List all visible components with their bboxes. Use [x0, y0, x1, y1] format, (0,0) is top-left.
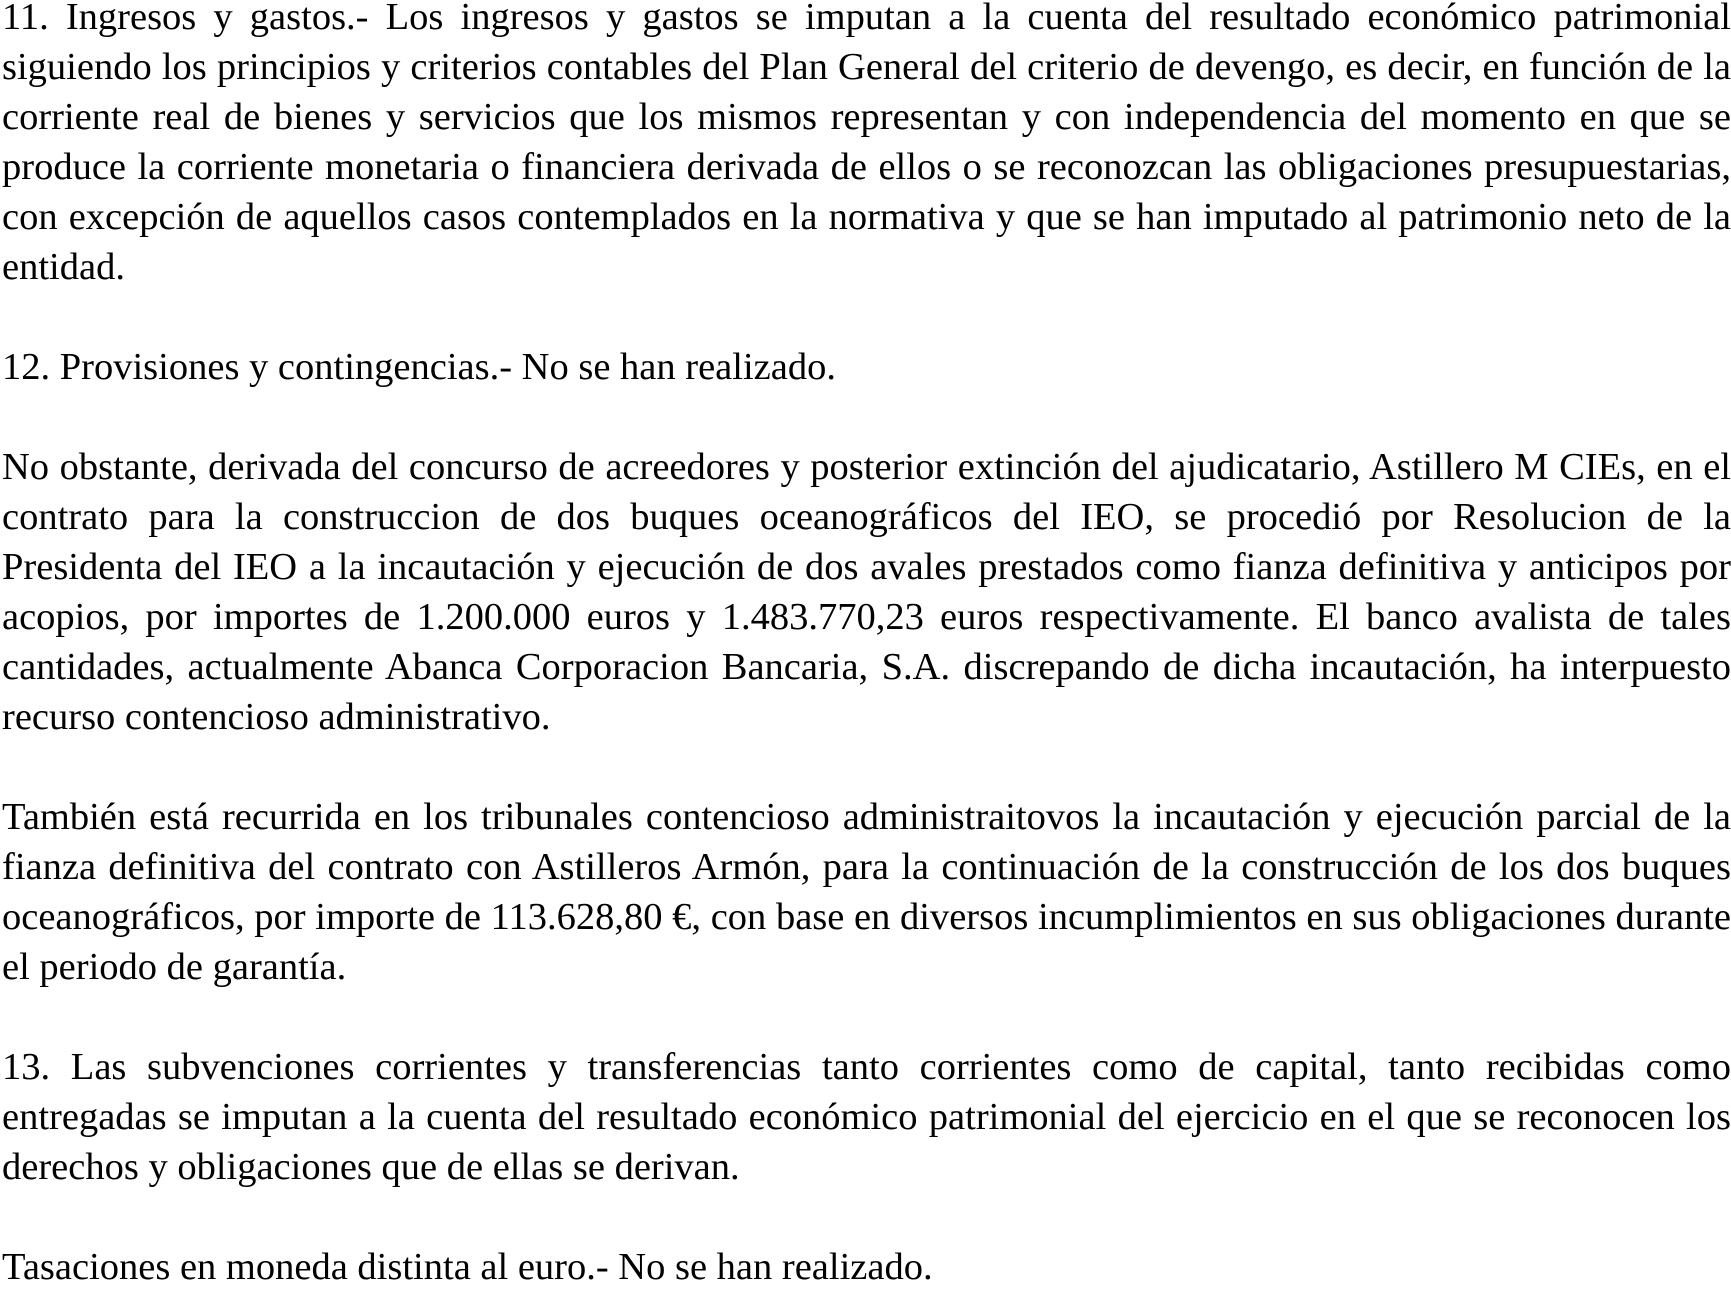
paragraph-avales-astillero: No obstante, derivada del concurso de acreedores y posterior extinción del ajudicatario, Astillero M CIEs, en el contrato para la construccion de dos buques oceanográficos del IEO, se procedió por Resolucion de la Presidenta del IEO a la incautación y ejecución de dos avales prestados como fianza definitiva y anticipos por acopios, por importes de 1.200.000 euros y 1.483.770,23 euros respectivamente. El banco avalista de tales cantidades, actualmente Abanca Corporacion Bancaria, S.A. discrepando de dicha incautación, ha interpuesto recurso contencioso administrativo. — [2, 446, 1731, 738]
paragraph-subvenciones: 13. Las subvenciones corrientes y transferencias tanto corrientes como de capital, tanto recibidas como entregadas se imputan a la cuenta del resultado económico patrimonial del ejercicio en el que se reconocen los derechos y obligaciones que de ellas se derivan. — [2, 1046, 1731, 1188]
paragraph-fianza-armon: También está recurrida en los tribunales contencioso administraitovos la incautación y ejecución parcial de la fianza definitiva del contrato con Astilleros Armón, para la continuación de la construcción de los dos buques oceanográficos, por importe de 113.628,80 €, con base en diversos incumplimientos en sus obligaciones durante el periodo de garantía. — [2, 796, 1731, 988]
paragraph-ingresos-y-gastos: 11. Ingresos y gastos.- Los ingresos y gastos se imputan a la cuenta del resultado económico patrimonial siguiendo los principios y criterios contables del Plan General del criterio de devengo, es decir, en función de la corriente real de bienes y servicios que los mismos representan y con independencia del momento en que se produce la corriente monetaria o financiera derivada de ellos o se reconozcan las obligaciones presupuestarias, con excepción de aquellos casos contemplados en la normativa y que se han imputado al patrimonio neto de la entidad. — [2, 0, 1731, 288]
paragraph-provisiones-y-contingencias: 12. Provisiones y contingencias.- No se han realizado. — [2, 346, 836, 388]
paragraph-tasaciones-moneda: Tasaciones en moneda distinta al euro.- No se han realizado. — [2, 1246, 933, 1288]
